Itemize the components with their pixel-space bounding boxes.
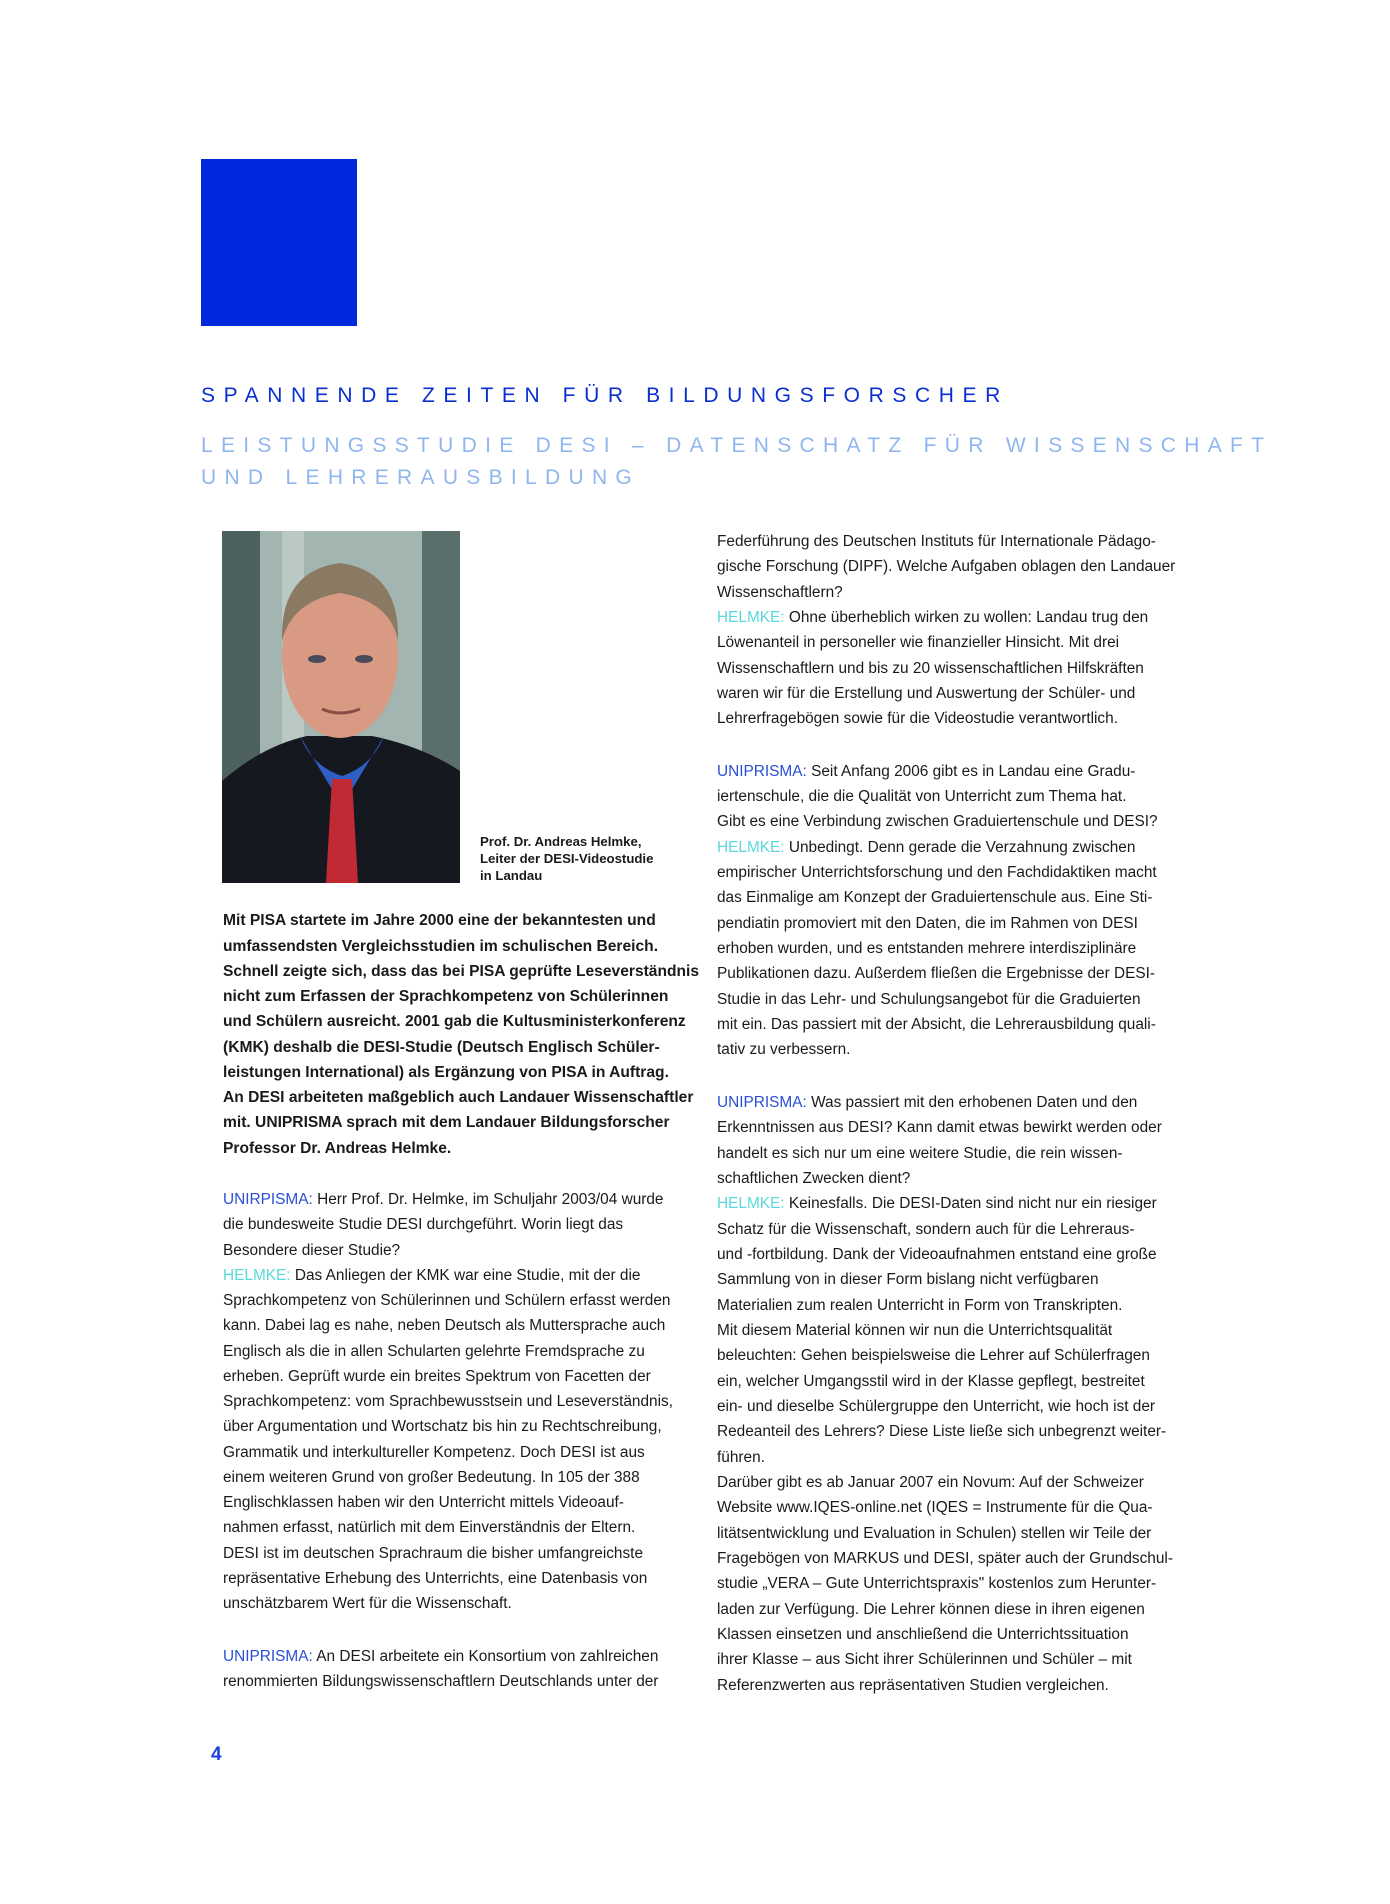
- text-line: die bundesweite Studie DESI durchgeführt. Worin liegt das: [223, 1216, 624, 1233]
- text-line: ein- und dieselbe Schülergruppe den Unterricht, wie hoch ist der: [717, 1398, 1156, 1415]
- caption-line: Prof. Dr. Andreas Helmke,: [480, 834, 642, 849]
- subtitle-line-1: LEISTUNGSSTUDIE DESI – DATENSCHATZ FÜR WISSENSCHAFT: [201, 434, 1273, 457]
- text-line: beleuchten: Gehen beispielsweise die Lehrer auf Schülerfragen: [717, 1347, 1150, 1364]
- text-line: Studie in das Lehr- und Schulungsangebot für die Graduierten: [717, 991, 1141, 1008]
- text-span: Keinesfalls. Die DESI-Daten sind nicht nur ein riesiger: [784, 1195, 1157, 1212]
- text-line: Sprachkompetenz von Schülerinnen und Schülern erfasst werden: [223, 1292, 671, 1309]
- text-span: Was passiert mit den erhobenen Daten und den: [806, 1094, 1138, 1111]
- text-line: Professor Dr. Andreas Helmke.: [223, 1140, 452, 1157]
- text-line: studie „VERA – Gute Unterrichtspraxis" kostenlos zum Herunter-: [717, 1575, 1157, 1592]
- text-line: umfassendsten Vergleichsstudien im schulischen Bereich.: [223, 938, 659, 955]
- text-line: Englischklassen haben wir den Unterricht mittels Videoauf-: [223, 1494, 624, 1511]
- text-line: nicht zum Erfassen der Sprachkompetenz von Schülerinnen: [223, 988, 669, 1005]
- text-span: Das Anliegen der KMK war eine Studie, mit der die: [290, 1267, 641, 1284]
- text-line: leistungen International) als Ergänzung von PISA in Auftrag.: [223, 1064, 669, 1081]
- text-line: Wissenschaftlern?: [717, 584, 843, 601]
- text-line: iertenschule, die die Qualität von Unterricht zum Thema hat.: [717, 788, 1127, 805]
- text-line: Federführung des Deutschen Instituts für Internationale Pädago-: [717, 533, 1156, 550]
- text-line: litätsentwicklung und Evaluation in Schulen) stellen wir Teile der: [717, 1525, 1152, 1542]
- text-line: Wissenschaftlern und bis zu 20 wissenschaftlichen Hilfskräften: [717, 660, 1144, 677]
- text-line: Mit PISA startete im Jahre 2000 eine der bekanntesten und: [223, 912, 656, 929]
- text-line: handelt es sich nur um eine weitere Studie, die rein wissen-: [717, 1145, 1123, 1162]
- text-line: ein, welcher Umgangsstil wird in der Klasse gepflegt, bestreitet: [717, 1373, 1145, 1390]
- text-line: Schnell zeigte sich, dass das bei PISA geprüfte Leseverständnis: [223, 963, 700, 980]
- text-span: Herr Prof. Dr. Helmke, im Schuljahr 2003/04 wurde: [312, 1191, 664, 1208]
- text-line: Besondere dieser Studie?: [223, 1242, 401, 1259]
- speaker-label-helmke: HELMKE:: [717, 1195, 785, 1212]
- text-line: Website www.IQES-online.net (IQES = Instrumente für die Qua-: [717, 1499, 1153, 1516]
- text-line: Lehrerfragebögen sowie für die Videostudie verantwortlich.: [717, 710, 1118, 727]
- text-line: Mit diesem Material können wir nun die Unterrichtsqualität: [717, 1322, 1113, 1339]
- caption-line: in Landau: [480, 868, 543, 883]
- text-line: repräsentative Erhebung des Unterrichts, eine Datenbasis von: [223, 1570, 648, 1587]
- portrait-illustration: [222, 531, 460, 883]
- text-line: [223, 1267, 640, 1285]
- text-line: laden zur Verfügung. Die Lehrer können diese in ihren eigenen: [717, 1601, 1145, 1618]
- text-line: Gibt es eine Verbindung zwischen Graduiertenschule und DESI?: [717, 813, 1158, 830]
- page-subtitle: [201, 430, 1272, 494]
- text-line: kann. Dabei lag es nahe, neben Deutsch als Muttersprache auch: [223, 1317, 666, 1334]
- accent-block: [201, 159, 357, 326]
- text-line: einem weiteren Grund von großer Bedeutung. In 105 der 388: [223, 1469, 640, 1486]
- text-line: Darüber gibt es ab Januar 2007 ein Novum: Auf der Schweizer: [717, 1474, 1144, 1491]
- photo-caption: [480, 833, 653, 884]
- text-line: Redeanteil des Lehrers? Diese Liste ließe sich unbegrenzt weiter-: [717, 1423, 1167, 1440]
- page-number: 4: [211, 1744, 222, 1765]
- text-line: [717, 763, 1135, 781]
- text-line: (KMK) deshalb die DESI-Studie (Deutsch Englisch Schüler-: [223, 1039, 660, 1056]
- speaker-label-uniprisma: UNIRPISMA:: [223, 1191, 313, 1208]
- text-span: Seit Anfang 2006 gibt es in Landau eine Gradu-: [806, 763, 1136, 780]
- speaker-label-helmke: HELMKE:: [223, 1267, 291, 1284]
- text-span: Unbedingt. Denn gerade die Verzahnung zwischen: [784, 839, 1136, 856]
- text-line: mit ein. Das passiert mit der Absicht, die Lehrerausbildung quali-: [717, 1016, 1156, 1033]
- speaker-label-helmke: HELMKE:: [717, 609, 785, 626]
- text-line: Grammatik und interkultureller Kompetenz. Doch DESI ist aus: [223, 1444, 645, 1461]
- text-line: [717, 609, 1148, 627]
- text-span: An DESI arbeitete ein Konsortium von zahlreichen: [312, 1648, 659, 1665]
- text-line: Publikationen dazu. Außerdem fließen die Ergebnisse der DESI-: [717, 965, 1156, 982]
- text-line: gische Forschung (DIPF). Welche Aufgaben oblagen den Landauer: [717, 558, 1176, 575]
- text-line: unschätzbarem Wert für die Wissenschaft.: [223, 1595, 512, 1612]
- text-line: Löwenanteil in personeller wie finanzieller Hinsicht. Mit drei: [717, 634, 1120, 651]
- text-line: Materialien zum realen Unterricht in Form von Transkripten.: [717, 1297, 1123, 1314]
- page-title: SPANNENDE ZEITEN FÜR BILDUNGSFORSCHER: [201, 384, 1009, 407]
- text-line: Fragebögen von MARKUS und DESI, später auch der Grundschul-: [717, 1550, 1173, 1567]
- text-line: erhoben wurden, und es entstanden mehrere interdisziplinäre: [717, 940, 1137, 957]
- text-line: erheben. Geprüft wurde ein breites Spektrum von Facetten der: [223, 1368, 651, 1385]
- text-line: mit. UNIPRISMA sprach mit dem Landauer Bildungsforscher: [223, 1114, 670, 1131]
- text-line: Klassen einsetzen und anschließend die Unterrichtssituation: [717, 1626, 1129, 1643]
- text-line: Sammlung von in dieser Form bislang nicht verfügbaren: [717, 1271, 1099, 1288]
- text-line: schaftlichen Zwecken dient?: [717, 1170, 911, 1187]
- text-line: und Schülern ausreicht. 2001 gab die Kultusministerkonferenz: [223, 1013, 686, 1030]
- text-line: nahmen erfasst, natürlich mit dem Einverständnis der Eltern.: [223, 1519, 636, 1536]
- text-line: Erkenntnissen aus DESI? Kann damit etwas bewirkt werden oder: [717, 1119, 1162, 1136]
- text-span: Ohne überheblich wirken zu wollen: Landau trug den: [784, 609, 1149, 626]
- text-line: An DESI arbeiteten maßgeblich auch Landauer Wissenschaftler: [223, 1089, 694, 1106]
- text-line: [223, 1648, 658, 1666]
- text-line: tativ zu verbessern.: [717, 1041, 851, 1058]
- speaker-label-uniprisma: UNIPRISMA:: [223, 1648, 313, 1665]
- text-line: pendiatin promoviert mit den Daten, die im Rahmen von DESI: [717, 915, 1138, 932]
- text-line: das Einmalige am Konzept der Graduiertenschule aus. Eine Sti-: [717, 889, 1153, 906]
- text-line: und -fortbildung. Dank der Videoaufnahmen entstand eine große: [717, 1246, 1157, 1263]
- text-line: führen.: [717, 1449, 765, 1466]
- text-line: Schatz für die Wissenschaft, sondern auch für die Lehreraus-: [717, 1221, 1135, 1238]
- text-line: über Argumentation und Wortschatz bis hin zu Rechtschreibung,: [223, 1418, 662, 1435]
- text-line: [223, 1191, 664, 1209]
- speaker-label-helmke: HELMKE:: [717, 839, 785, 856]
- portrait-photo: [222, 531, 460, 883]
- text-line: [717, 839, 1135, 857]
- text-line: Referenzwerten aus repräsentativen Studien vergleichen.: [717, 1677, 1109, 1694]
- caption-line: Leiter der DESI-Videostudie: [480, 851, 654, 866]
- text-line: Sprachkompetenz: vom Sprachbewusstsein und Leseverständnis,: [223, 1393, 673, 1410]
- text-line: empirischer Unterrichtsforschung und den Fachdidaktiken macht: [717, 864, 1157, 881]
- speaker-label-uniprisma: UNIPRISMA:: [717, 763, 807, 780]
- text-line: [717, 1195, 1157, 1213]
- text-line: ihrer Klasse – aus Sicht ihrer Schülerinnen und Schüler – mit: [717, 1651, 1132, 1668]
- text-line: Englisch als die in allen Schularten gelehrte Fremdsprache zu: [223, 1343, 645, 1360]
- text-line: [717, 1094, 1137, 1112]
- speaker-label-uniprisma: UNIPRISMA:: [717, 1094, 807, 1111]
- text-line: waren wir für die Erstellung und Auswertung der Schüler- und: [717, 685, 1136, 702]
- text-line: DESI ist im deutschen Sprachraum die bisher umfangreichste: [223, 1545, 644, 1562]
- text-line: renommierten Bildungswissenschaftlern Deutschlands unter der: [223, 1673, 659, 1690]
- subtitle-line-2: UND LEHRERAUSBILDUNG: [201, 466, 641, 489]
